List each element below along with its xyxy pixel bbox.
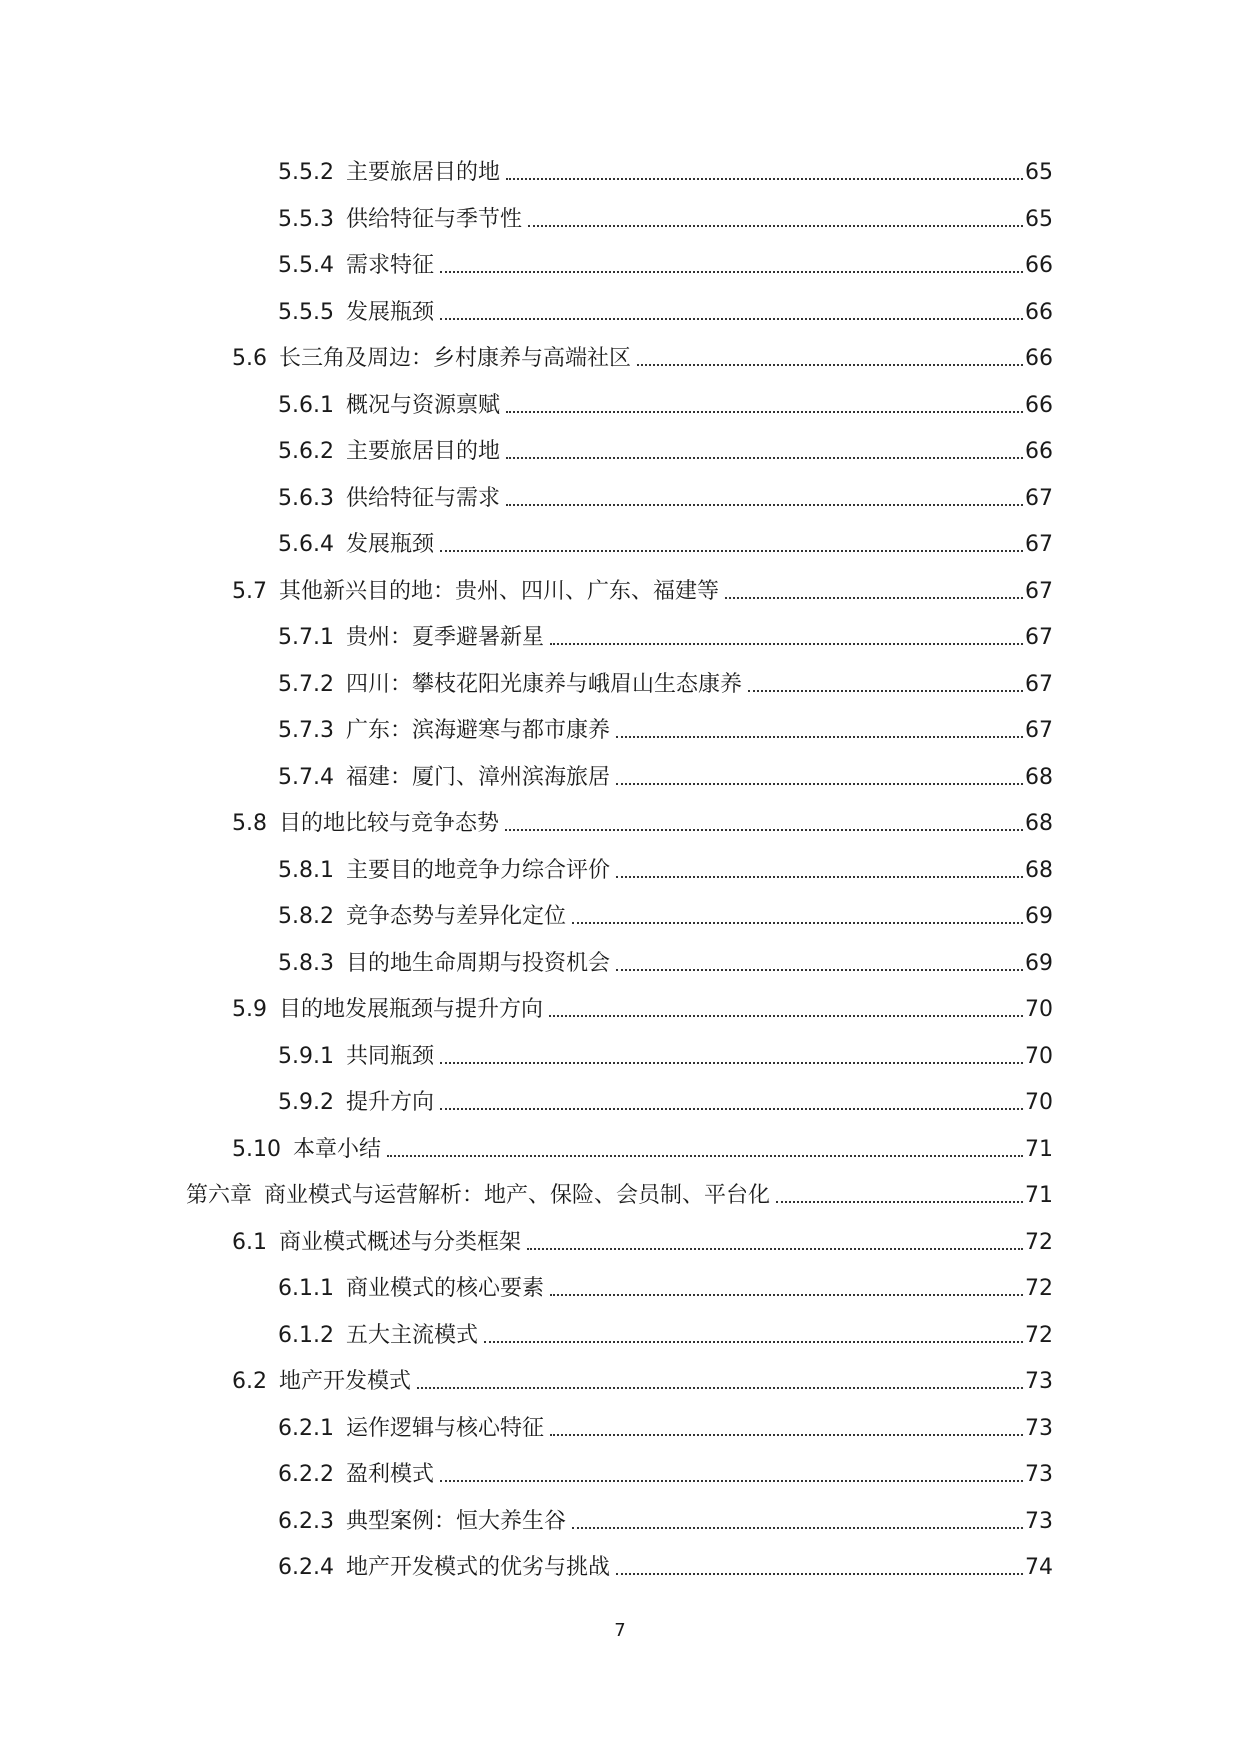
toc-entry-title: 长三角及周边：乡村康养与高端社区 <box>279 346 632 372</box>
toc-entry-title: 地产开发模式 <box>279 1369 412 1395</box>
toc-entry-page: 74 <box>1025 1555 1053 1581</box>
toc-entry-title: 主要旅居目的地 <box>345 160 500 186</box>
toc-entry-number: 5.10 <box>232 1136 281 1162</box>
toc-dot-leader <box>550 1434 1023 1436</box>
toc-dot-leader <box>748 690 1023 692</box>
toc-entry[interactable] <box>0 1313 1240 1360</box>
toc-entry[interactable] <box>0 197 1240 244</box>
toc-entry-number: 6.1 <box>232 1229 267 1255</box>
toc-entry-title: 商业模式概述与分类框架 <box>279 1229 522 1255</box>
toc-entry-page: 67 <box>1025 718 1053 744</box>
toc-entry-title: 概况与资源禀赋 <box>345 392 500 418</box>
toc-entry-title: 目的地比较与竞争态势 <box>279 811 500 837</box>
toc-dot-leader <box>506 504 1023 506</box>
toc-dot-leader <box>616 783 1023 785</box>
toc-entry-number: 5.5.3 <box>278 206 334 232</box>
toc-entry-title: 供给特征与季节性 <box>345 206 522 232</box>
toc-entry-title: 广东：滨海避寒与都市康养 <box>345 718 610 744</box>
toc-entry[interactable] <box>0 1406 1240 1453</box>
toc-entry[interactable] <box>0 848 1240 895</box>
toc-entry-page: 72 <box>1025 1276 1053 1302</box>
toc-dot-leader <box>616 1573 1023 1575</box>
toc-entry-page: 66 <box>1025 253 1053 279</box>
toc-dot-leader <box>440 550 1023 552</box>
toc-entry-number: 5.9 <box>232 997 267 1023</box>
toc-entry-title: 竞争态势与差异化定位 <box>345 904 566 930</box>
toc-entry[interactable] <box>0 1220 1240 1267</box>
toc-entry-title: 四川：攀枝花阳光康养与峨眉山生态康养 <box>345 671 742 697</box>
toc-entry-page: 67 <box>1025 485 1053 511</box>
toc-entry-page: 73 <box>1025 1508 1053 1534</box>
toc-entry-page: 68 <box>1025 857 1053 883</box>
toc-dot-leader <box>549 1015 1023 1017</box>
toc-entry-title: 需求特征 <box>345 253 434 279</box>
toc-entry[interactable] <box>0 290 1240 337</box>
toc-entry-page: 71 <box>1025 1136 1053 1162</box>
toc-entry-number: 5.7.1 <box>278 625 334 651</box>
toc-entry[interactable] <box>0 569 1240 616</box>
toc-entry-title: 其他新兴目的地：贵州、四川、广东、福建等 <box>279 578 720 604</box>
toc-entry-title: 商业模式与运营解析：地产、保险、会员制、平台化 <box>264 1183 771 1209</box>
toc-entry-title: 地产开发模式的优劣与挑战 <box>345 1555 610 1581</box>
toc-entry[interactable] <box>0 755 1240 802</box>
toc-entry-number: 6.2.1 <box>278 1415 334 1441</box>
toc-entry[interactable] <box>0 1173 1240 1220</box>
toc-entry-page: 71 <box>1025 1183 1053 1209</box>
toc-entry[interactable] <box>0 1127 1240 1174</box>
toc-entry-page: 66 <box>1025 392 1053 418</box>
toc-entry-number: 5.5.5 <box>278 299 334 325</box>
toc-entry-page: 73 <box>1025 1369 1053 1395</box>
toc-entry-page: 65 <box>1025 160 1053 186</box>
toc-entry-title: 提升方向 <box>345 1090 434 1116</box>
toc-entry[interactable] <box>0 150 1240 197</box>
toc-dot-leader <box>484 1341 1023 1343</box>
toc-entry[interactable] <box>0 662 1240 709</box>
toc-entry-page: 73 <box>1025 1462 1053 1488</box>
toc-dot-leader <box>572 1527 1023 1529</box>
toc-dot-leader <box>527 1248 1023 1250</box>
toc-entry-number: 5.5.2 <box>278 160 334 186</box>
toc-dot-leader <box>506 178 1023 180</box>
toc-dot-leader <box>550 1294 1023 1296</box>
toc-entry-page: 72 <box>1025 1229 1053 1255</box>
toc-entry-number: 6.1.2 <box>278 1322 334 1348</box>
toc-entry-title: 目的地生命周期与投资机会 <box>345 950 610 976</box>
toc-entry-page: 70 <box>1025 1090 1053 1116</box>
toc-entry[interactable] <box>0 1080 1240 1127</box>
toc-dot-leader <box>528 225 1023 227</box>
toc-dot-leader <box>505 829 1023 831</box>
toc-entry-page: 73 <box>1025 1415 1053 1441</box>
toc-entry[interactable] <box>0 1545 1240 1592</box>
toc-entry-number: 6.2.4 <box>278 1555 334 1581</box>
table-of-contents <box>0 150 1240 1592</box>
toc-entry-page: 66 <box>1025 439 1053 465</box>
toc-entry-title: 五大主流模式 <box>345 1322 478 1348</box>
toc-entry-title: 典型案例：恒大养生谷 <box>345 1508 566 1534</box>
toc-entry[interactable] <box>0 1034 1240 1081</box>
toc-dot-leader <box>616 736 1023 738</box>
toc-entry-number: 第六章 <box>186 1183 253 1209</box>
toc-entry-page: 66 <box>1025 346 1053 372</box>
toc-dot-leader <box>725 597 1023 599</box>
toc-entry-title: 本章小结 <box>292 1136 381 1162</box>
toc-entry-page: 72 <box>1025 1322 1053 1348</box>
toc-entry-number: 6.2.3 <box>278 1508 334 1534</box>
toc-entry[interactable] <box>0 1359 1240 1406</box>
toc-entry-page: 66 <box>1025 299 1053 325</box>
toc-dot-leader <box>572 922 1023 924</box>
toc-entry-number: 6.2 <box>232 1369 267 1395</box>
toc-entry[interactable] <box>0 941 1240 988</box>
toc-dot-leader <box>387 1155 1023 1157</box>
toc-dot-leader <box>506 457 1023 459</box>
toc-entry-title: 运作逻辑与核心特征 <box>345 1415 544 1441</box>
toc-entry-title: 商业模式的核心要素 <box>345 1276 544 1302</box>
toc-entry-page: 68 <box>1025 764 1053 790</box>
toc-entry-page: 68 <box>1025 811 1053 837</box>
toc-entry-number: 5.8.2 <box>278 904 334 930</box>
toc-entry-title: 盈利模式 <box>345 1462 434 1488</box>
toc-entry[interactable] <box>0 894 1240 941</box>
toc-entry-number: 6.2.2 <box>278 1462 334 1488</box>
toc-entry-number: 5.7.4 <box>278 764 334 790</box>
toc-entry-page: 70 <box>1025 997 1053 1023</box>
toc-entry-page: 70 <box>1025 1043 1053 1069</box>
toc-entry-number: 6.1.1 <box>278 1276 334 1302</box>
toc-entry-page: 69 <box>1025 950 1053 976</box>
toc-entry[interactable] <box>0 476 1240 523</box>
toc-entry-number: 5.9.2 <box>278 1090 334 1116</box>
toc-entry-title: 供给特征与需求 <box>345 485 500 511</box>
toc-entry-number: 5.5.4 <box>278 253 334 279</box>
toc-entry[interactable] <box>0 383 1240 430</box>
toc-entry-number: 5.6.3 <box>278 485 334 511</box>
toc-entry-title: 发展瓶颈 <box>345 299 434 325</box>
toc-entry-number: 5.6.1 <box>278 392 334 418</box>
toc-dot-leader <box>440 271 1023 273</box>
toc-dot-leader <box>440 1062 1023 1064</box>
toc-entry[interactable] <box>0 522 1240 569</box>
toc-entry-number: 5.8.1 <box>278 857 334 883</box>
toc-entry-number: 5.6.2 <box>278 439 334 465</box>
toc-entry-page: 67 <box>1025 671 1053 697</box>
toc-entry[interactable] <box>0 1452 1240 1499</box>
toc-entry-number: 5.9.1 <box>278 1043 334 1069</box>
toc-entry-number: 5.7 <box>232 578 267 604</box>
toc-entry-page: 67 <box>1025 578 1053 604</box>
toc-entry[interactable] <box>0 1499 1240 1546</box>
toc-entry-page: 69 <box>1025 904 1053 930</box>
toc-entry-number: 5.6 <box>232 346 267 372</box>
toc-entry[interactable] <box>0 429 1240 476</box>
toc-entry-title: 共同瓶颈 <box>345 1043 434 1069</box>
toc-entry[interactable] <box>0 801 1240 848</box>
toc-entry-number: 5.6.4 <box>278 532 334 558</box>
page-number: 7 <box>614 1620 626 1641</box>
toc-entry[interactable] <box>0 243 1240 290</box>
toc-dot-leader <box>440 1480 1023 1482</box>
toc-entry[interactable] <box>0 1266 1240 1313</box>
toc-dot-leader <box>776 1201 1023 1203</box>
toc-dot-leader <box>440 318 1023 320</box>
toc-entry-title: 福建：厦门、漳州滨海旅居 <box>345 764 610 790</box>
toc-dot-leader <box>616 876 1023 878</box>
toc-entry-title: 发展瓶颈 <box>345 532 434 558</box>
toc-entry-number: 5.7.2 <box>278 671 334 697</box>
toc-entry-title: 主要目的地竞争力综合评价 <box>345 857 610 883</box>
toc-entry-title: 目的地发展瓶颈与提升方向 <box>279 997 544 1023</box>
toc-dot-leader <box>550 643 1023 645</box>
toc-entry-title: 主要旅居目的地 <box>345 439 500 465</box>
toc-entry-number: 5.8 <box>232 811 267 837</box>
toc-dot-leader <box>440 1108 1023 1110</box>
toc-entry-number: 5.7.3 <box>278 718 334 744</box>
toc-dot-leader <box>417 1387 1023 1389</box>
toc-entry[interactable] <box>0 615 1240 662</box>
toc-entry-page: 65 <box>1025 206 1053 232</box>
toc-dot-leader <box>637 364 1023 366</box>
toc-entry[interactable] <box>0 987 1240 1034</box>
toc-entry-number: 5.8.3 <box>278 950 334 976</box>
toc-dot-leader <box>616 969 1023 971</box>
toc-entry-page: 67 <box>1025 625 1053 651</box>
toc-entry[interactable] <box>0 708 1240 755</box>
toc-dot-leader <box>506 411 1023 413</box>
toc-entry[interactable] <box>0 336 1240 383</box>
toc-entry-title: 贵州：夏季避暑新星 <box>345 625 544 651</box>
toc-entry-page: 67 <box>1025 532 1053 558</box>
